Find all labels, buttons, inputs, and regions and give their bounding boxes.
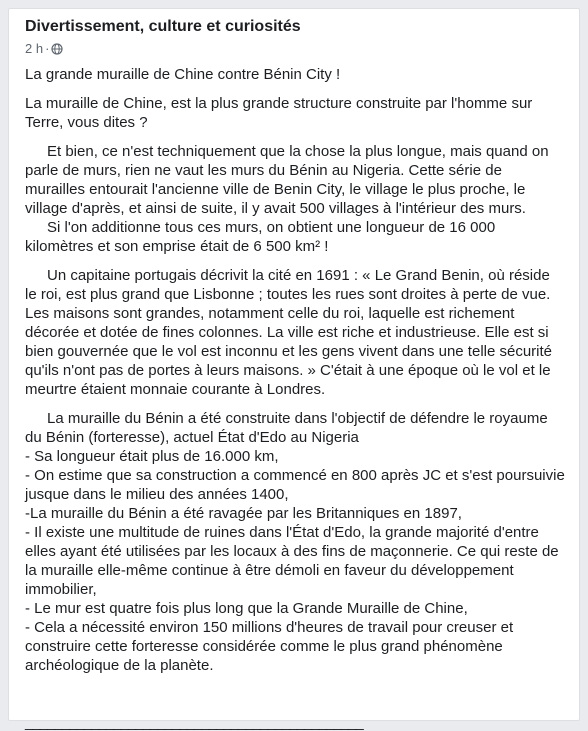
list-item: - On estime que sa construction a commencé en 800 après JC et s'est poursuivie jusque dans le milieu des années 1400, (25, 467, 565, 503)
list-item: - Le mur est quatre fois plus long que la Grande Muraille de Chine, (25, 600, 468, 617)
list-item: -La muraille du Bénin a été ravagée par les Britanniques en 1897, (25, 505, 462, 522)
post-body (25, 65, 565, 675)
post-paragraph: Et bien, ce n'est techniquement que la chose la plus longue, mais quand on parle de murs, rien ne vaut les murs du Bénin au Nigeria. Cette série de murailles entourait l'ancienne ville de Benin City, le village le plus proche, le village d'après, et ainsi de suite, il y avait 500 villages à l'intérieur des murs. (25, 143, 549, 217)
post-paragraph: La muraille de Chine, est la plus grande structure construite par l'homme sur Terre, vous dites ? (25, 95, 533, 131)
list-item: - Sa longueur était plus de 16.000 km, (25, 448, 279, 465)
post-paragraph: Si l'on additionne tous ces murs, on obtient une longueur de 16 000 kilomètres et son emprise était de 6 500 km² ! (25, 219, 496, 255)
text-divider: ______________________________________________ (25, 714, 363, 731)
post-meta (25, 41, 301, 57)
post-header (25, 17, 301, 57)
post-card (8, 8, 580, 731)
group-name-link[interactable]: Divertissement, culture et curiosités (25, 18, 301, 35)
globe-icon[interactable] (51, 43, 63, 55)
post-headline: La grande muraille de Chine contre Bénin City ! (25, 66, 341, 83)
meta-separator: · (45, 41, 50, 56)
list-item: - Cela a nécessité environ 150 millions d'heures de travail pour creuser et construire cette forteresse considérée comme le plus grand phénomène archéologique de la planète. (25, 619, 514, 674)
post-paragraph: Un capitaine portugais décrivit la cité en 1691 : « Le Grand Benin, où réside le roi, est plus grand que Lisbonne ; toutes les rues sont droites à perte de vue. Les maisons sont grandes, notamment celle du roi, laquelle est richement décorée et dotée de fines colonnes. La ville est riche et industrieuse. Elle est si bien gouvernée que le vol est inconnu et les gens vivent dans une telle sécurité qu'ils n'ont pas de portes à leurs maisons. » C'était à une époque où le vol et le meurtre étaient monnaie courante à Londres. (25, 267, 553, 398)
post-timestamp[interactable]: 2 h (25, 41, 44, 56)
post-paragraph: La muraille du Bénin a été construite dans l'objectif de défendre le royaume du Bénin (forteresse), actuel État d'Edo au Nigeria (25, 410, 548, 446)
list-item: - Il existe une multitude de ruines dans l'État d'Edo, la grande majorité d'entre elles ayant été utilisées par les locaux à des fins de maçonnerie. Ce qui reste de la muraille elle-même continue à être démoli en faveur du développement immobilier, (25, 524, 559, 598)
